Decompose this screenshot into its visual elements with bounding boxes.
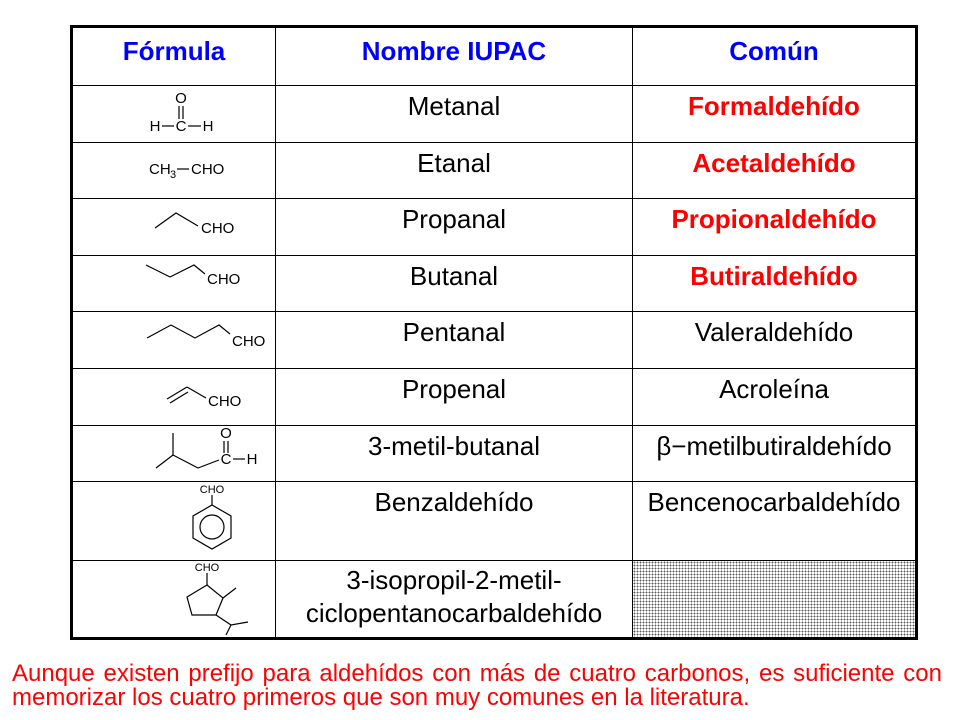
double-bond-line (167, 387, 187, 399)
common-name: Valeraldehído (633, 312, 915, 369)
benzene-ring (193, 505, 231, 549)
methyl-branch-line (223, 588, 236, 598)
header-common-name: Común (633, 28, 915, 86)
aldehyde-table (70, 25, 918, 640)
butanal-structure (73, 256, 275, 312)
single-bond-line (187, 387, 206, 398)
formula-cell (73, 369, 276, 426)
aldehyde-group-label: CHO (201, 220, 235, 237)
acetaldehyde-structure (73, 143, 275, 199)
methyl-label: CH (149, 161, 171, 178)
methyl-branch-line (156, 455, 173, 468)
common-name: Propionaldehído (633, 199, 915, 256)
aldehyde-group-label: CHO (232, 333, 266, 350)
formula-cell (73, 561, 276, 637)
propanal-structure (73, 199, 275, 256)
header-iupac-name: Nombre IUPAC (276, 28, 633, 86)
pentanal-structure (73, 312, 275, 369)
footnote: Aunque existen prefijo para aldehídos con más de cuatro carbonos, es suficiente con memorizar los cuatro primeros que son muy comunes en la literatura. (12, 660, 942, 711)
formaldehyde-structure (73, 86, 275, 143)
propenal-structure (73, 369, 275, 426)
iupac-name: Benzaldehído (276, 482, 633, 561)
iupac-name: Metanal (276, 86, 633, 143)
aldehyde-group-label: CHO (199, 484, 225, 496)
double-bond-line (170, 392, 188, 403)
carbon-chain (146, 265, 205, 277)
formula-cell (73, 256, 276, 312)
iupac-name: Propanal (276, 199, 633, 256)
benzaldehyde-structure (73, 482, 275, 561)
shaded-empty-cell (633, 561, 915, 637)
common-name: Acetaldehído (633, 143, 915, 199)
methylbutanal-structure (73, 426, 275, 482)
oxygen-label: O (175, 90, 187, 107)
aldehyde-group-label: CHO (194, 562, 220, 574)
hydrogen-label: H (246, 451, 258, 468)
common-name: Butiraldehído (633, 256, 915, 312)
formula-cell (73, 482, 276, 561)
hydrogen-label: H (149, 118, 161, 135)
aldehyde-group-label: CHO (207, 271, 241, 288)
common-name: Formaldehído (633, 86, 915, 143)
iupac-name: 3-metil-butanal (276, 426, 633, 482)
isopropyl-branch-line (226, 625, 231, 635)
iupac-name-line: 3-isopropil-2-metil- (346, 565, 562, 595)
carbon-chain (173, 455, 219, 468)
isopropyl-branch (216, 615, 248, 625)
subscript-label: 3 (170, 169, 177, 181)
aldehyde-group-label: CHO (191, 161, 225, 178)
aromatic-circle (200, 515, 224, 539)
cyclopentane-ring (187, 585, 223, 615)
formula-cell (73, 143, 276, 199)
iupac-name: Butanal (276, 256, 633, 312)
formula-cell (73, 426, 276, 482)
common-name: Acroleína (633, 369, 915, 426)
formula-cell (73, 312, 276, 369)
hydrogen-label: H (202, 118, 214, 135)
aldehyde-group-label: CHO (208, 393, 242, 410)
iupac-name: Propenal (276, 369, 633, 426)
carbon-label: C (175, 118, 187, 135)
carbon-chain (147, 325, 230, 338)
formula-cell (73, 199, 276, 256)
carbon-label: C (220, 451, 232, 468)
carbon-chain (155, 213, 198, 228)
iupac-name: Pentanal (276, 312, 633, 369)
common-name: Bencenocarbaldehído (633, 482, 915, 561)
header-formula: Fórmula (73, 28, 276, 86)
oxygen-label: O (220, 426, 232, 442)
iupac-name: Etanal (276, 143, 633, 199)
formula-cell (73, 86, 276, 143)
common-name: β−metilbutiraldehído (633, 426, 915, 482)
iupac-name (276, 561, 633, 637)
cyclopentanecarbaldehyde-structure (73, 561, 275, 637)
iupac-name-line: ciclopentanocarbaldehído (305, 598, 603, 628)
